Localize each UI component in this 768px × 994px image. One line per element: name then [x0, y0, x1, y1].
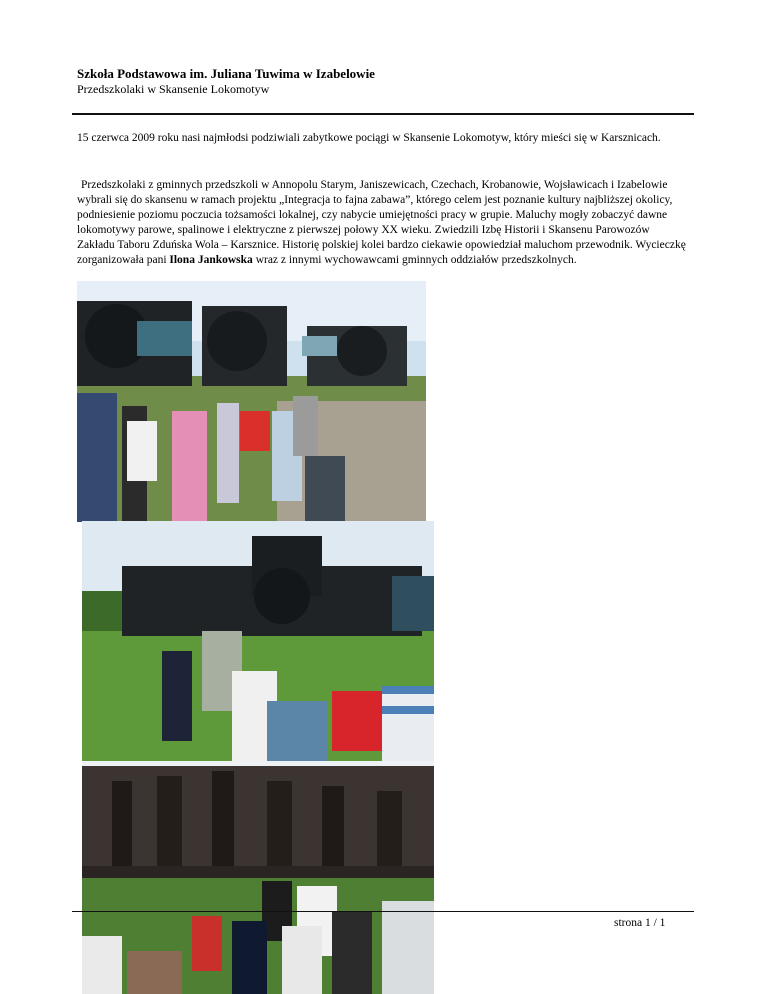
footer-divider: [72, 911, 694, 912]
paragraph-1: 15 czerwca 2009 roku nasi najmłodsi podziwiali zabytkowe pociągi w Skansenie Lokomotyw, który mieści się w Karsznicach.: [77, 132, 661, 144]
paragraph-2: [77, 178, 689, 268]
school-name: Szkoła Podstawowa im. Juliana Tuwima w Izabelowie: [77, 66, 375, 81]
photo-children-wagons: [82, 761, 434, 994]
header-divider: [72, 113, 694, 115]
paragraph-2-text: Przedszkolaki z gminnych przedszkoli w Annopolu Starym, Janiszewicach, Czechach, Krobanowie, Wojsławicach i Izabelowie wybrali się do skansenu w ramach projektu „Integracja to fajna zabawa”, którego celem jest poznanie kultury najbliższej okolicy, podniesienie poziomu poczucia tożsamości lokalnej, czy nabycie umiejętności pracy w grupie. Maluchy mogły zobaczyć dawne lokomotywy parowe, spalinowe i elektryczne z pierwszej połowy XX wieku. Zwiedzili Izbę Historii i Skansenu Parowozów Zakładu Taboru Zduńska Wola – Karsznice. Historię polskiej kolei bardzo ciekawie opowiedział maluchom przewodnik. Wycieczkę zorganizowała pani: [77, 179, 686, 266]
photo-children-grass: [82, 521, 434, 762]
paragraph-2-end: wraz z innymi wychowawcami gminnych oddziałów przedszkolnych.: [252, 254, 577, 266]
organizer-name: Ilona Jankowska: [169, 254, 253, 266]
article-title: Przedszkolaki w Skansenie Lokomotyw: [77, 82, 270, 96]
page-number: strona 1 / 1: [614, 917, 666, 929]
photo-children-locomotives: [77, 281, 426, 522]
